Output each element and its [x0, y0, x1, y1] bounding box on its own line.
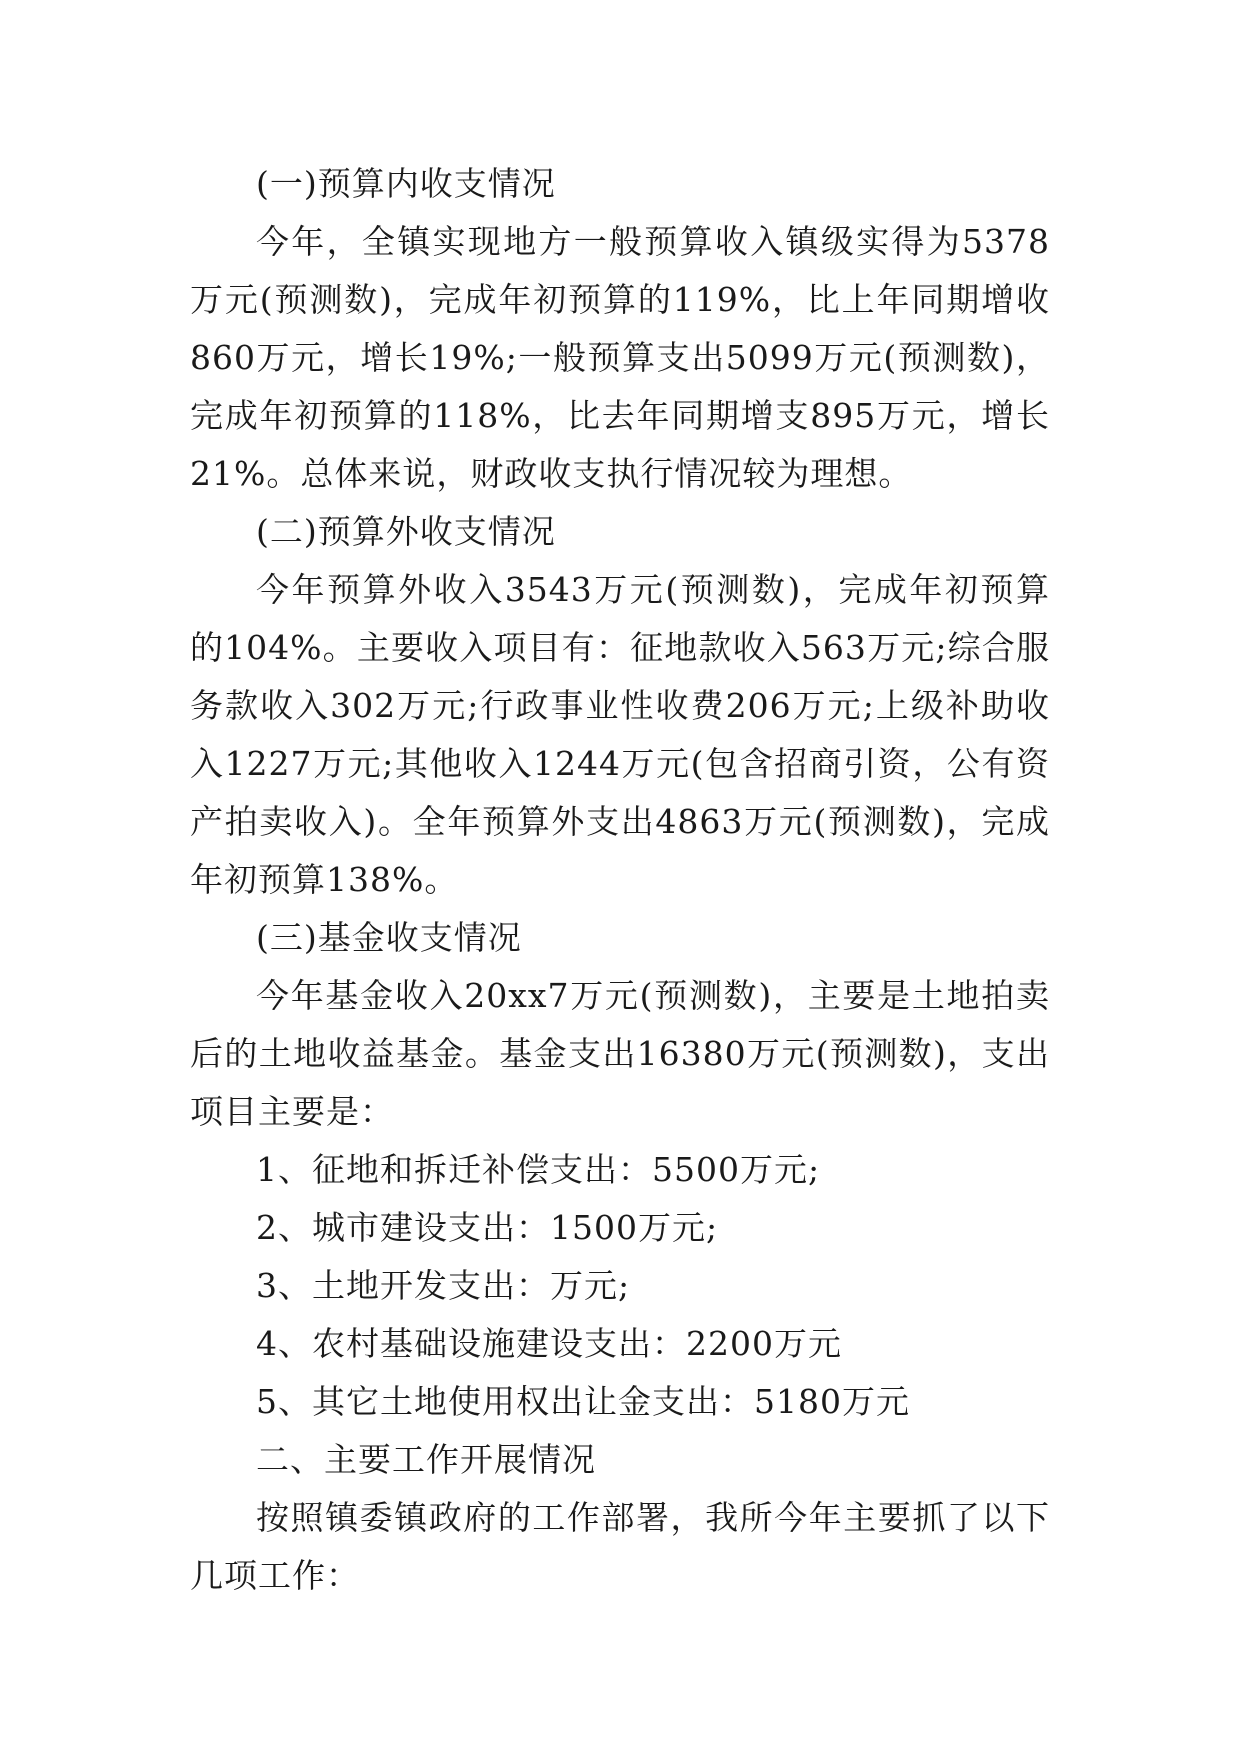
section-heading-fund: (三)基金收支情况	[256, 918, 522, 957]
list-item-1: 1、征地和拆迁补偿支出：5500万元;	[256, 1150, 821, 1189]
paragraph-budget-external: 今年预算外收入3543万元(预测数)，完成年初预算的104%。主要收入项目有：征地款收入563万元;综合服务款收入302万元;行政事业性收费206万元;上级补助收入1227万元;其他收入1244万元(包含招商引资，公有资产拍卖收入)。全年预算外支出4863万元(预测数)，完成年初预算138%。	[190, 570, 1050, 899]
paragraph-fund: 今年基金收入20xx7万元(预测数)，主要是土地拍卖后的土地收益基金。基金支出16380万元(预测数)，支出项目主要是：	[190, 976, 1050, 1131]
paragraph-work: 按照镇委镇政府的工作部署，我所今年主要抓了以下几项工作：	[190, 1498, 1050, 1595]
list-item-3: 3、土地开发支出：万元;	[256, 1266, 631, 1305]
document-body	[190, 155, 1050, 1605]
list-item-2: 2、城市建设支出：1500万元;	[256, 1208, 719, 1247]
section-heading-budget-external: (二)预算外收支情况	[256, 512, 556, 551]
section-heading-work: 二、主要工作开展情况	[256, 1440, 596, 1479]
paragraph-budget-internal: 今年，全镇实现地方一般预算收入镇级实得为5378万元(预测数)，完成年初预算的119%，比上年同期增收860万元，增长19%;一般预算支出5099万元(预测数)，完成年初预算的118%，比去年同期增支895万元，增长21%。总体来说，财政收支执行情况较为理想。	[190, 222, 1050, 493]
list-item-4: 4、农村基础设施建设支出：2200万元	[256, 1324, 842, 1363]
section-heading-budget-internal: (一)预算内收支情况	[256, 164, 556, 203]
list-item-5: 5、其它土地使用权出让金支出：5180万元	[256, 1382, 910, 1421]
